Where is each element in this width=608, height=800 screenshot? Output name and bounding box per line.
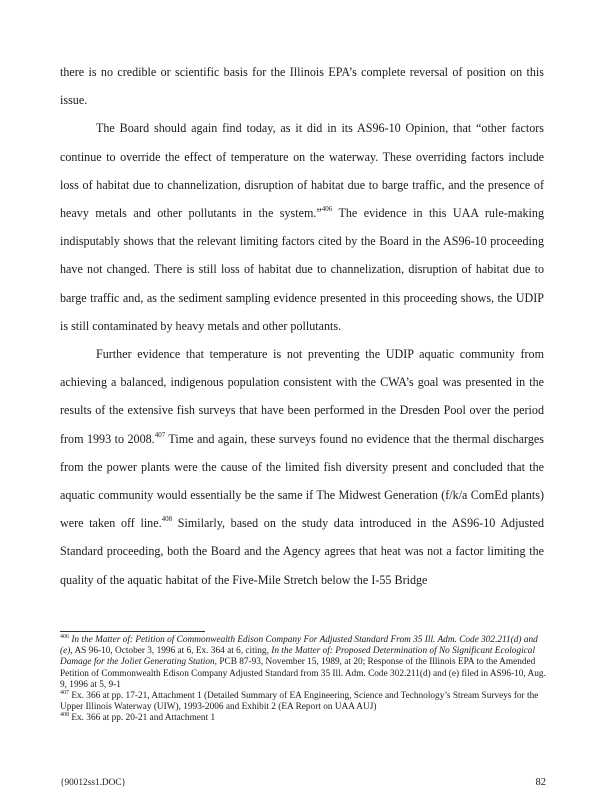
- paragraph-continuation: there is no credible or scientific basis for the Illinois EPA’s complete reversal of position on this issue.: [60, 65, 544, 108]
- footnote-ref-408[interactable]: 408: [161, 515, 173, 524]
- case-citation: In the Matter of: Petition of Commonwealth Edison Company For Adjusted Standard From 35 Ill. Adm. Code 302.211(d) and (e),: [60, 635, 538, 657]
- page-number: 82: [535, 777, 546, 788]
- footnote-number: 406: [60, 634, 69, 640]
- case-citation: In the Matter of: Proposed Determination of No Significant Ecological Damage for the Joliet Generating Station,: [60, 646, 536, 668]
- footnote-ref-407[interactable]: 407: [154, 430, 166, 439]
- footnote-408: $^{408}$ Ex. 366 at pp. 20-21 and Attachment 1: [60, 712, 216, 724]
- body-text: [60, 58, 544, 594]
- document-id: {90012ss1.DOC}: [60, 778, 127, 788]
- paragraph-text: Time and again, these surveys found no evidence that the thermal discharges from the power plants were the cause of the limited fish diversity present and concluded that the aquatic community would essentially be the same if The Midwest Generation (f/k/a ComEd plants) were taken off line.: [60, 431, 544, 531]
- paragraph-text: Similarly, based on the study data introduced in the AS96-10 Adjusted Standard proceeding, both the Board and the Agency agrees that heat was not a factor limiting the quality of the aquatic habitat of the Five-Mile Stretch below the I-55 Bridge: [60, 516, 544, 587]
- footnotes: [60, 635, 546, 725]
- footnote-number: 408: [60, 712, 69, 719]
- footnote-ref-406[interactable]: 406: [321, 205, 333, 214]
- footnote-divider: [60, 631, 205, 632]
- footnote-number: 407: [60, 690, 69, 697]
- paragraph-fish-surveys: [60, 340, 544, 594]
- paragraph-text: Further evidence that temperature is not preventing the UDIP aquatic community from achieving a balanced, indigenous population consistent with the CWA’s goal was presented in the results of the extensive fish surveys that have been performed in the Dresden Pool over the period from 1993 to 2008.: [60, 347, 544, 446]
- footnote-406: $^{406}$ In the Matter of: Petition of Commonwealth Edison Company For Adjusted Standard From 35 Ill. Adm. Code 302.211(d) and (e), AS 96-10, October 3, 1996 at 6, Ex. 364 at 6, citing, In the Matter of: Proposed Determination of No Significant Ecological Damage for the Joliet Generating Station, PCB 87-93, November 15, 1989, at 20; Response of the Illinois EPA to the Amended Petition of Commonwealth Edison Company Adjusted Standard from 35 Ill. Adm. Code 302.211(d) and (e) filed in AS96-10, Aug. 9, 1996 at 5, 9-1: [60, 634, 546, 690]
- paragraph-text: The Board should again find today, as it did in its AS96-10 Opinion, that “other factors continue to override the effect of temperature on the waterway. These overriding factors include loss of habitat due to channelization, disruption of habitat due to barge traffic, and the presence of heavy metals and other pollutants in the system.”: [60, 121, 544, 221]
- paragraph-text: The evidence in this UAA rule-making indisputably shows that the relevant limiting factors cited by the Board in the AS96-10 proceeding have not changed. There is still loss of habitat due to channelization, disruption of habitat due to barge traffic and, as the sediment sampling evidence presented in this proceeding shows, the UDIP is still contaminated by heavy metals and other pollutants.: [60, 206, 544, 333]
- footnote-407: $^{407}$ Ex. 366 at pp. 17-21, Attachment 1 (Detailed Summary of EA Engineering, Science and Technology’s Stream Surveys for the Upper Illinois Waterway (UIW), 1993-2006 and Exhibit 2 (EA Report on UAA AUJ): [60, 690, 539, 713]
- paragraph-board-finding: [60, 114, 544, 340]
